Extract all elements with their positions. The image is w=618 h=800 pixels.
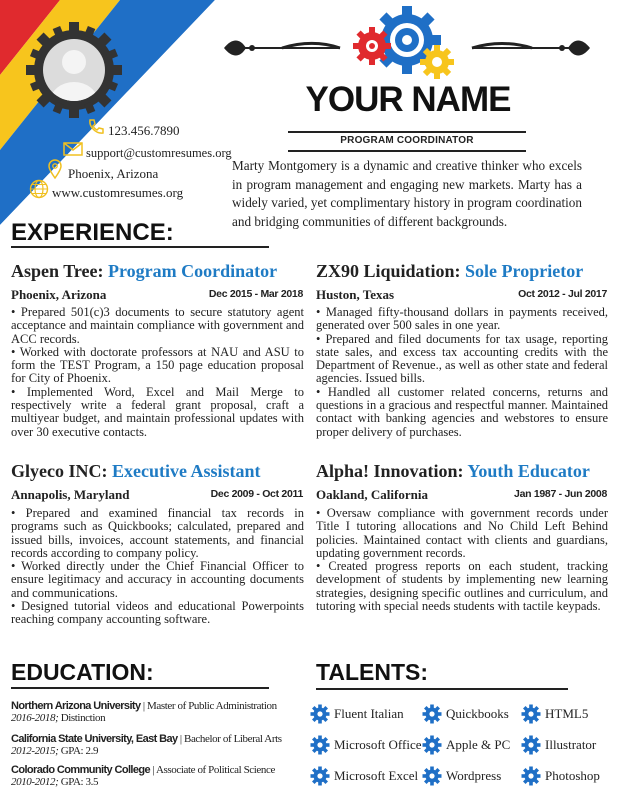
gear-icon: [521, 704, 541, 724]
job-dates: Oct 2012 - Jul 2017: [518, 288, 607, 300]
talent-label: Wordpress: [446, 768, 502, 783]
gear-frame-icon: [26, 22, 122, 118]
job-location: Huston, Texas: [316, 287, 395, 302]
bullet: • Prepared and examined financial tax records in programs such as Quickbooks; calculated, prepared and issued bills, invoices, account statements, and financial records according to company policy.: [11, 506, 304, 560]
education-entry: Colorado Community College | Associate of Political Science 2010-2012; GPA: 3.5: [11, 764, 275, 788]
contact-website: www.customresumes.org: [52, 185, 184, 200]
experience-heading: EXPERIENCE:: [11, 219, 174, 246]
school-name: Colorado Community College: [11, 764, 151, 776]
contact-location: Phoenix, Arizona: [68, 166, 159, 181]
gear-icon: [521, 766, 541, 786]
email-icon: [62, 140, 84, 158]
talent-label: Illustrator: [545, 737, 597, 752]
talent-label: Apple & PC: [446, 737, 511, 752]
job-bullets: [11, 507, 304, 627]
title-rule-bottom: [288, 150, 526, 152]
gear-icon: [310, 766, 330, 786]
gear-icon: [422, 735, 442, 755]
talent-item: [310, 766, 418, 786]
talents-heading: TALENTS:: [316, 659, 429, 685]
company-name: Aspen Tree:: [11, 261, 104, 281]
bullet: • Designed tutorial videos and educational Powerpoints reaching company accounting software.: [11, 599, 304, 627]
talent-label: Microsoft Office: [334, 737, 422, 752]
talent-label: Fluent Italian: [334, 706, 404, 721]
bullet: • Managed fifty-thousand dollars in payments received, generated over 500 sales in one year.: [316, 305, 608, 333]
bullet: • Worked with doctorate professors at NAU and ASU to form the TEST Program, a 150 page education proposal for City of Phoenix.: [11, 344, 304, 386]
globe-icon: [28, 178, 50, 200]
company-name: Glyeco INC:: [11, 461, 108, 481]
contact-phone: 123.456.7890: [108, 123, 180, 138]
role-name: Executive Assistant: [111, 461, 261, 481]
years: 2010-2012;: [11, 776, 59, 788]
years: 2016-2018;: [11, 712, 59, 724]
school-name: California State University, East Bay: [11, 733, 178, 745]
company-name: ZX90 Liquidation:: [316, 261, 461, 281]
location-pin-icon: [46, 158, 64, 180]
degree: Bachelor of Liberal Arts: [184, 733, 282, 745]
job-bullets: [316, 306, 608, 439]
education-rule: [11, 687, 269, 689]
education-entry: California State University, East Bay | Bachelor of Liberal Arts 2012-2015; GPA: 2.9: [11, 733, 282, 757]
contact-email: support@customresumes.org: [86, 146, 232, 160]
talent-label: Microsoft Excel: [334, 768, 419, 783]
job-title-zx90: [316, 261, 583, 282]
title-rule-top: [288, 131, 526, 133]
degree: Master of Public Administration: [147, 700, 277, 712]
education-heading: EDUCATION:: [11, 659, 154, 685]
job-title-aspen: [11, 261, 277, 282]
school-name: Northern Arizona University: [11, 700, 141, 712]
bullet: • Worked directly under the Chief Financial Officer to ensure legitimacy and accuracy in accounting documents and communications.: [11, 559, 304, 600]
bullet: • Handled all customer related concerns, returns and questions in a gracious and respectful manner. Maintained contact with banking agencies and webstores to ensure proper delivery of purchases.: [316, 384, 608, 439]
talent-item: [422, 735, 510, 755]
bullet: • Oversaw compliance with government records under Title I tutoring allocations and No Child Left Behind policies. Maintained contact with clients and guardians, updating government records.: [316, 506, 608, 560]
gears-ornament-icon: [222, 4, 592, 84]
job-dates: Jan 1987 - Jun 2008: [514, 488, 607, 500]
bullet: • Implemented Word, Excel and Mail Merge to respectively write a federal grant proposal, craft a multiyear budget, and maintain professional updates with over 30 executive contacts.: [11, 384, 304, 439]
education-entry: Northern Arizona University | Master of Public Administration 2016-2018; Distinction: [11, 700, 277, 724]
experience-rule: [11, 246, 269, 248]
job-dates: Dec 2009 - Oct 2011: [210, 488, 303, 500]
job-bullets: [11, 306, 304, 439]
talents-rule: [316, 688, 568, 690]
job-bullets: [316, 507, 608, 613]
gear-icon: [521, 735, 541, 755]
bullet: • Prepared 501(c)3 documents to secure statutory agent acceptance and maintain compliance with government and ACC records.: [11, 305, 304, 346]
gpa: GPA: 3.5: [60, 776, 99, 788]
role-name: Youth Educator: [467, 461, 590, 481]
summary: Marty Montgomery is a dynamic and creative thinker who excels in program management and engaging new markets. Marty has a widely varied, yet complimentary history in program coordination and bridging communities of different backgrounds.: [232, 158, 582, 229]
avatar: [26, 22, 122, 118]
job-location: Oakland, California: [316, 487, 428, 502]
talent-item: [310, 735, 421, 755]
talent-label: HTML5: [545, 706, 589, 721]
talent-label: Photoshop: [545, 768, 600, 783]
talent-item: [422, 766, 501, 786]
honor: Distinction: [60, 712, 106, 724]
talent-label: Quickbooks: [446, 706, 509, 721]
gear-icon: [422, 704, 442, 724]
role-name: Program Coordinator: [108, 261, 278, 281]
role-name: Sole Proprietor: [465, 261, 584, 281]
gear-icon: [310, 735, 330, 755]
talent-item: [521, 704, 588, 724]
job-location: Phoenix, Arizona: [11, 287, 107, 302]
talent-item: [521, 766, 600, 786]
years: 2012-2015;: [11, 745, 59, 757]
bullet: • Prepared and filed documents for tax usage, reporting state sales, and excess tax accounting credits with the Department of Revenue., as well as other state and federal agencies. Issued bills.: [316, 331, 608, 386]
gear-icon: [310, 704, 330, 724]
job-location: Annapolis, Maryland: [11, 487, 130, 502]
phone-icon: [86, 117, 106, 137]
page-title: YOUR NAME: [305, 80, 511, 119]
bullet: • Created progress reports on each student, tracking development of students by implementing new learning strategies, designing specific outlines and curriculum, and tutoring with special needs students with tactile keypads.: [316, 559, 608, 614]
job-title-alpha: [316, 461, 590, 482]
talent-item: [521, 735, 596, 755]
job-title: PROGRAM COORDINATOR: [340, 135, 474, 146]
gear-icon: [422, 766, 442, 786]
talent-item: [310, 704, 404, 724]
job-dates: Dec 2015 - Mar 2018: [208, 288, 303, 300]
gpa: GPA: 2.9: [60, 745, 99, 757]
company-name: Alpha! Innovation:: [316, 461, 464, 481]
talent-item: [422, 704, 509, 724]
job-title-glyeco: [11, 461, 260, 482]
degree: Associate of Political Science: [155, 764, 275, 776]
